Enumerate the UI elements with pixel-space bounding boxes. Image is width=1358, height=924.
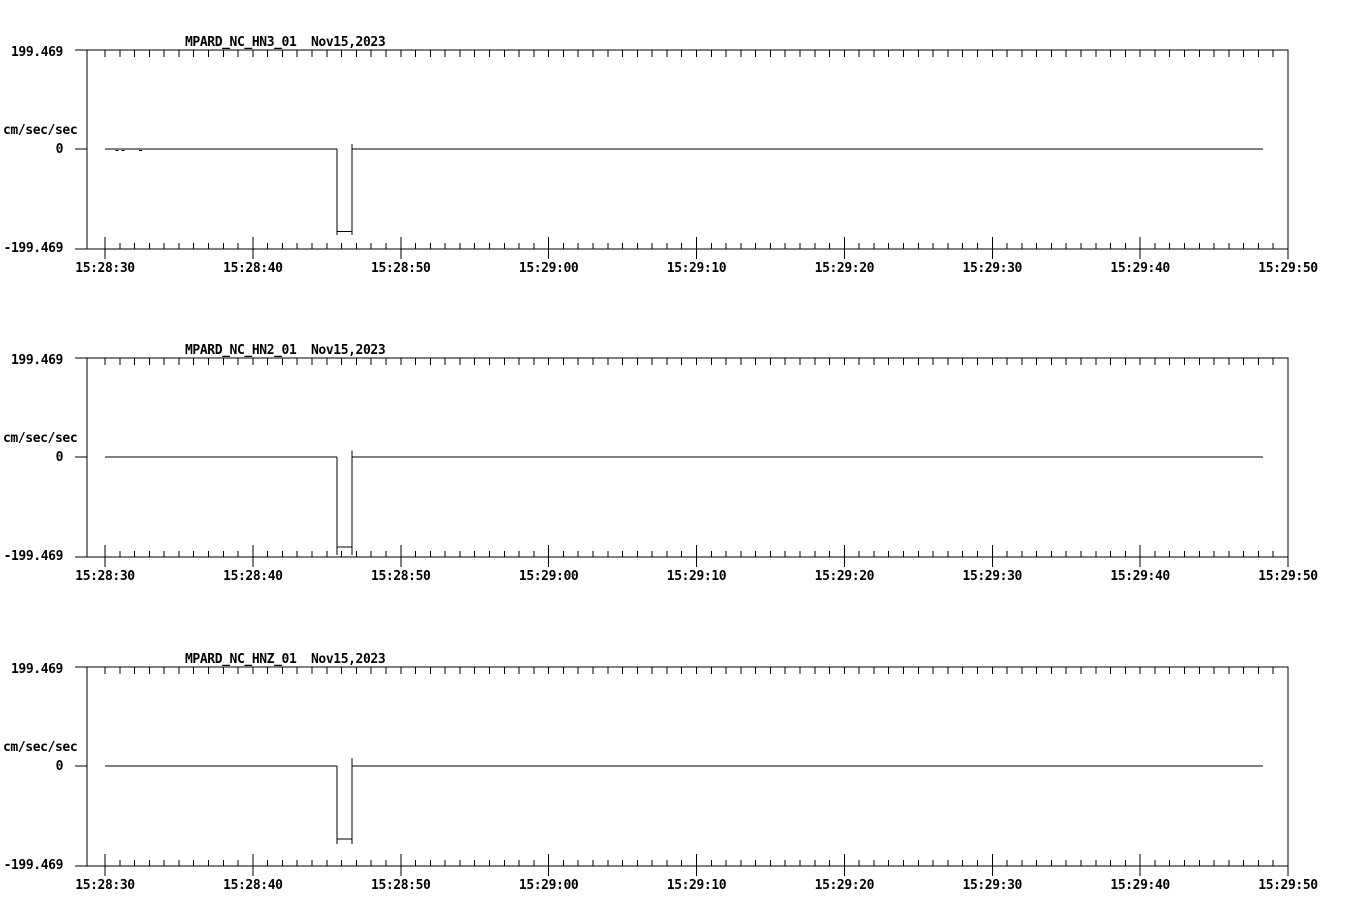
x-tick-label: 15:29:50 <box>1258 569 1318 584</box>
station-channel-label: MPARD_NC_HN3_01 <box>185 35 297 50</box>
y-tick-label: 0 <box>55 142 63 157</box>
x-tick-label: 15:28:30 <box>75 878 135 893</box>
y-tick-label: 0 <box>55 450 63 465</box>
x-tick-label: 15:29:30 <box>962 261 1022 276</box>
y-tick-label: 0 <box>55 759 63 774</box>
station-channel-label: MPARD_NC_HN2_01 <box>185 343 297 358</box>
y-axis-units-label: cm/sec/sec <box>3 740 78 755</box>
y-tick-label: 199.469 <box>11 353 63 368</box>
y-tick-label: -199.469 <box>3 549 63 564</box>
x-tick-label: 15:28:40 <box>223 261 283 276</box>
x-tick-label: 15:29:50 <box>1258 261 1318 276</box>
x-tick-label: 15:29:40 <box>1110 569 1170 584</box>
panel-title <box>185 343 385 358</box>
seismogram-panel-MPARD_NC_HN2_01 <box>3 343 1318 584</box>
x-tick-label: 15:28:40 <box>223 569 283 584</box>
y-tick-label: -199.469 <box>3 858 63 873</box>
x-tick-label: 15:29:10 <box>666 569 727 584</box>
panel-title <box>185 35 385 50</box>
y-tick-label: 199.469 <box>11 662 63 677</box>
x-tick-label: 15:29:50 <box>1258 878 1318 893</box>
x-tick-label: 15:29:20 <box>814 569 875 584</box>
x-tick-label: 15:28:50 <box>371 878 431 893</box>
x-tick-label: 15:28:40 <box>223 878 283 893</box>
noise-speck <box>121 150 124 151</box>
x-tick-label: 15:29:10 <box>666 261 727 276</box>
x-tick-label: 15:29:30 <box>962 569 1022 584</box>
x-tick-label: 15:28:30 <box>75 569 135 584</box>
x-tick-label: 15:28:30 <box>75 261 135 276</box>
x-tick-label: 15:29:00 <box>518 261 579 276</box>
y-tick-label: 199.469 <box>11 45 63 60</box>
x-tick-label: 15:29:40 <box>1110 878 1170 893</box>
x-tick-label: 15:28:50 <box>371 261 431 276</box>
x-tick-label: 15:29:20 <box>814 878 875 893</box>
y-axis-units-label: cm/sec/sec <box>3 431 78 446</box>
x-tick-label: 15:29:30 <box>962 878 1022 893</box>
y-tick-label: -199.469 <box>3 241 63 256</box>
date-label: Nov15,2023 <box>311 343 386 358</box>
date-label: Nov15,2023 <box>311 35 386 50</box>
x-tick-label: 15:29:10 <box>666 878 727 893</box>
seismogram-panel-MPARD_NC_HNZ_01 <box>3 652 1318 893</box>
station-channel-label: MPARD_NC_HNZ_01 <box>185 652 297 667</box>
x-tick-label: 15:29:40 <box>1110 261 1170 276</box>
panel-title <box>185 652 385 667</box>
noise-speck <box>139 150 142 151</box>
x-tick-label: 15:29:00 <box>518 569 579 584</box>
y-axis-units-label: cm/sec/sec <box>3 123 78 138</box>
date-label: Nov15,2023 <box>311 652 386 667</box>
x-tick-label: 15:29:20 <box>814 261 875 276</box>
x-tick-label: 15:28:50 <box>371 569 431 584</box>
seismogram-panel-MPARD_NC_HN3_01 <box>3 35 1318 276</box>
noise-speck <box>115 150 118 151</box>
x-tick-label: 15:29:00 <box>518 878 579 893</box>
